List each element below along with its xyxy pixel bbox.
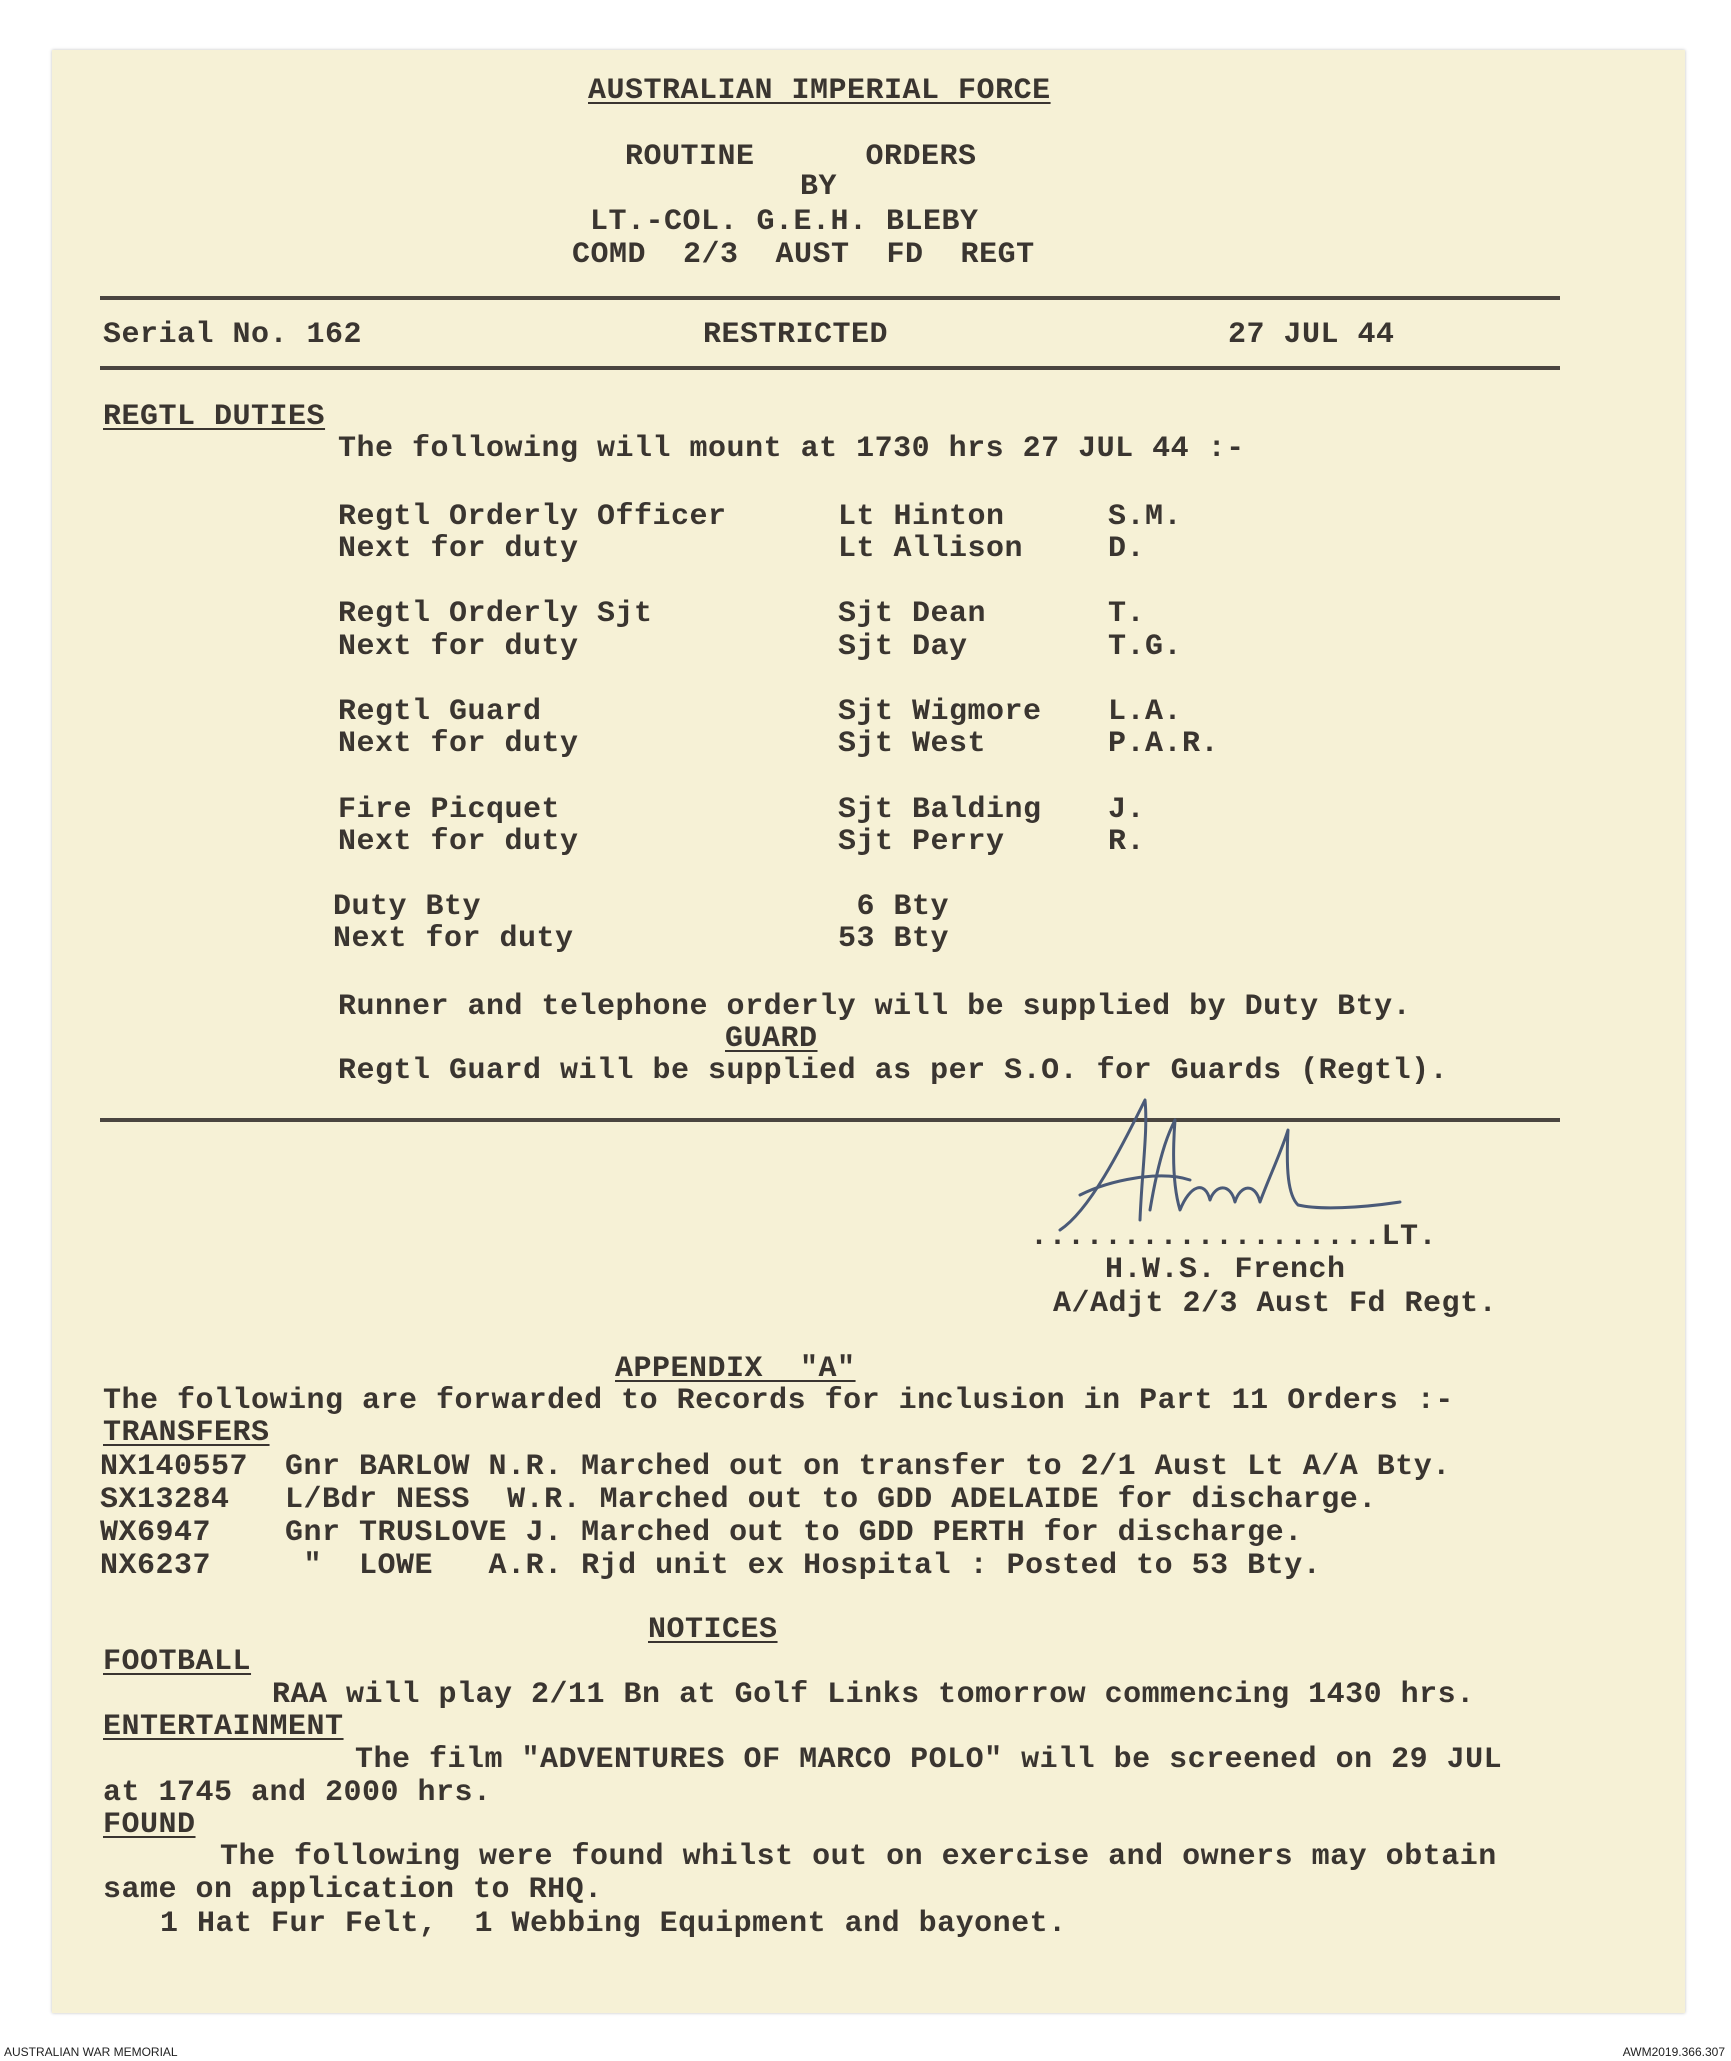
transfer-entry: SX13284 L/Bdr NESS W.R. Marched out to GDD ADELAIDE for discharge. [100,1483,1377,1517]
duty-initials: S.M. [1108,500,1183,534]
signatory-role: A/Adjt 2/3 Aust Fd Regt. [1053,1287,1498,1321]
duty-role: Next for duty [333,922,574,956]
runner-note: Runner and telephone orderly will be supplied by Duty Bty. [338,990,1412,1024]
guard-heading: GUARD [725,1022,818,1056]
duty-initials: T. [1108,597,1146,631]
duty-name: Sjt Perry [838,825,1005,859]
transfer-entry: NX140557 Gnr BARLOW N.R. Marched out on transfer to 2/1 Aust Lt A/A Bty. [100,1450,1451,1484]
appendix-heading: APPENDIX "A" [615,1352,856,1386]
duty-name: Sjt Wigmore [838,695,1042,729]
duty-role: Regtl Orderly Sjt [338,597,653,631]
duty-name: 53 Bty [838,922,950,956]
transfer-entry: WX6947 Gnr TRUSLOVE J. Marched out to GDD PERTH for discharge. [100,1516,1303,1550]
duty-initials: J. [1108,793,1146,827]
guard-note: Regtl Guard will be supplied as per S.O. for Guards (Regtl). [338,1054,1449,1088]
duty-role: Regtl Orderly Officer [338,500,727,534]
duty-name: Lt Hinton [838,500,1005,534]
duty-initials: P.A.R. [1108,727,1220,761]
duty-name: 6 Bty [838,890,950,924]
notices-heading: NOTICES [648,1613,778,1647]
transfers-heading: TRANSFERS [103,1416,270,1450]
found-text-3: 1 Hat Fur Felt, 1 Webbing Equipment and bayonet. [160,1907,1067,1941]
duty-initials: R. [1108,825,1146,859]
duty-name: Sjt Dean [838,597,987,631]
classification: RESTRICTED [703,318,889,352]
duty-role: Next for duty [338,727,579,761]
appendix-intro: The following are forwarded to Records for inclusion in Part 11 Orders :- [103,1384,1454,1418]
duties-heading: REGTL DUTIES [103,400,326,434]
duty-name: Sjt Day [838,630,968,664]
rule-top [100,296,1560,300]
entertainment-text-1: The film "ADVENTURES OF MARCO POLO" will be screened on 29 JUL [355,1743,1503,1777]
rule-second [100,366,1560,370]
duty-initials: D. [1108,532,1146,566]
entertainment-text-2: at 1745 and 2000 hrs. [103,1776,492,1810]
duty-name: Lt Allison [838,532,1024,566]
found-text-1: The following were found whilst out on exercise and owners may obtain [220,1840,1497,1874]
header-line-routine-orders: ROUTINE ORDERS [625,140,977,174]
doc-title: AUSTRALIAN IMPERIAL FORCE [588,74,1051,108]
entertainment-heading: ENTERTAINMENT [103,1710,344,1744]
duty-initials: L.A. [1108,695,1183,729]
footer-accession: AWM2019.366.307 [1622,2045,1725,2059]
duty-role: Regtl Guard [338,695,542,729]
duty-name: Sjt Balding [838,793,1042,827]
footer-source: AUSTRALIAN WAR MEMORIAL [4,2045,178,2059]
football-text: RAA will play 2/11 Bn at Golf Links tomorrow commencing 1430 hrs. [272,1678,1475,1712]
found-text-2: same on application to RHQ. [103,1873,603,1907]
duty-role: Next for duty [338,630,579,664]
duty-name: Sjt West [838,727,987,761]
header-line-unit: COMD 2/3 AUST FD REGT [572,238,1035,272]
order-date: 27 JUL 44 [1228,318,1395,352]
signatory-name: H.W.S. French [1105,1253,1346,1287]
serial-number: Serial No. 162 [103,318,363,352]
duties-intro: The following will mount at 1730 hrs 27 JUL 44 :- [338,432,1245,466]
duty-role: Next for duty [338,825,579,859]
duty-role: Fire Picquet [338,793,561,827]
duty-role: Duty Bty [333,890,482,924]
transfer-entry: NX6237 " LOWE A.R. Rjd unit ex Hospital : Posted to 53 Bty. [100,1549,1322,1583]
football-heading: FOOTBALL [103,1645,252,1679]
header-line-by: BY [800,170,838,204]
found-heading: FOUND [103,1808,196,1842]
header-line-commander: LT.-COL. G.E.H. BLEBY [590,205,979,239]
signature-line: ...................LT. [1030,1220,1438,1254]
duty-initials: T.G. [1108,630,1183,664]
duty-role: Next for duty [338,532,579,566]
